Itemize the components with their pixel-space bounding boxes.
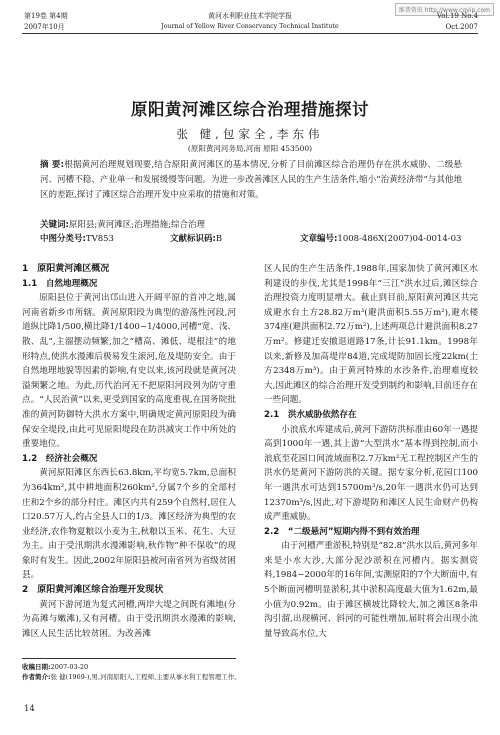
body-paragraph: 小浪底水库建成后,黄河下游防洪标准由60年一遇提高到1000年一遇,其上游“大型洪水”基本得到控制,而小浪底至花园口间流域面积2.7万km²无工程控制区产生的洪水仍是黄河下游防洪的关键。据专家分析,花园口100年一遇洪水可达到15700m³/s,20年一遇洪水仍可达到12370m³/s,因此,对下游堤防和滩区人民生命财产仍构成严重威胁。 [264,424,478,523]
section-heading: 2 原阳黄河滩区综合治理开发现状 [22,585,164,596]
body-paragraph: 黄河原阳滩区东西长63.8km,平均宽5.7km,总面积为364km²,其中耕地面积260km²,分属7个乡的全部村庄和2个乡的部分村庄。滩区内共有259个自然村,居住人口20.57万人,约占全县人口的1/3。滩区经济为典型的农业经济,农作物夏粮以小麦为主,秋粮以玉米、花生、大豆为主。由于受汛期洪水漫滩影响,秋作物“种不保收”的现象时有发生。因此,2002年原阳县被河南省列为省级贫困县。 [22,468,236,581]
body-column-right [264,262,478,641]
keywords-label: 关键词: [40,220,69,230]
header-journal-cn: 黄河水利职业技术学院学报 [208,12,292,20]
header-journal-en: Journal of Yellow River Conservancy Technical Institute [161,23,339,30]
body-paragraph: 由于河槽严重淤积,特别是“82.8”洪水以后,黄河多年来是小水大沙,大部分泥沙淤积在河槽内。据实测资料,1984~2000年的16年间,实测原阳的7个大断面中,有5个断面河槽明显淤积,其中淤积高度最大值为1.62m,最小值为0.92m。由于滩区横坡比降较大,加之滩区8条串沟引溜,出现横河、斜河的可能性增加,届时将会出现小流量导致高水位,大 [264,541,478,639]
clc-value: TV853 [85,234,114,244]
page-number: 14 [24,704,35,714]
subsection-heading: 1.1 自然地理概况 [22,278,98,289]
body-paragraph: 黄河下游河道为复式河槽,两岸大堤之间既有滩地(分为高滩与嫩滩),又有河槽。由于受汛期洪水漫滩的影响,滩区人民生活比较贫困。为改善滩 [22,599,236,639]
author-bio: 张 健(1969-),男,河南原阳人,工程师,主要从事水利工程管理工作。 [50,673,241,681]
doc-code [170,233,222,245]
subsection-heading: 1.2 经济社会概况 [22,453,98,464]
footnote-rule [22,658,236,659]
header-volume-en: Vol.19 No.4 [436,12,478,20]
received-date: 2007-03-20 [50,663,89,671]
keywords [40,218,462,232]
header-volume-cn: 第19卷 第4期 [24,12,68,20]
doc-code-label: 文献标识码: [170,234,216,244]
article-number [300,233,461,245]
paper-title: 原阳黄河滩区综合治理措施探讨 [131,100,369,119]
header-date-cn: 2007年10月 [24,23,65,31]
received-label: 收稿日期: [22,663,51,671]
body-paragraph: 区人民的生产生活条件,1988年,国家加快了黄河滩区水利建设的步伐,尤其是1998年“三江”洪水过后,滩区综合治理投资力度明显增大。截止到目前,原阳黄河滩区共完成避水台土方28.82万m³(避洪面积5.55万m²),避水楼374座(避洪面积2.72万m²),上述两项总计避洪面积8.27万m²。修建迁安撤退道路17条,计长91.1km。1998年以来,新修及加高堤岸84道,完成堤防加固长度22km(土方2348万m³)。由于黄河特殊的水沙条件,治理难度较大,因此滩区的综合治理开发受到制约和影响,目前还存在一些问题。 [264,264,478,406]
source-stamp: 维普资讯 http://www.cqvip.com [395,3,494,16]
article-number-value: 1008-486X(2007)04-0014-03 [337,234,462,244]
section-heading: 1 原阳黄河滩区概况 [22,264,110,274]
affiliation: (原阳黄河河务局,河南 原阳 453500) [187,144,313,153]
author-bio-label: 作者简介: [22,673,51,681]
abstract-label: 摘 要: [40,160,65,170]
header-date-en: Oct.2007 [445,23,478,31]
subsection-heading: 2.2 “二级悬河”短期内得不到有效治理 [264,526,420,537]
footnote-author [22,673,322,682]
body-column-left [22,262,236,641]
doc-code-value: B [215,234,223,244]
keywords-text: 原阳县;黄河滩区;治理措施;综合治理 [68,220,205,230]
clc-number [40,233,114,245]
abstract [40,158,462,203]
subsection-heading: 2.1 洪水威胁依然存在 [264,409,357,420]
abstract-text: 根据黄河治理规划现要,结合原阳黄河滩区的基本情况,分析了目前滩区综合治理仍存在洪水威胁、二级悬河、河槽不稳、产业单一和发展缓慢等问题。为进一步改善滩区人民的生产生活条件,缩小“治黄经济带”与其他地区的差距,探讨了滩区综合治理开发中应采取的措施和对策。 [40,160,462,200]
article-number-label: 文章编号: [300,234,338,244]
body-paragraph: 原阳县位于黄河出邙山进入开阔平原的首冲之地,属河南省新乡市所辖。黄河原阳段为典型的游荡性河段,河道纵比降1/500,横比降1/1400~1/4000,河槽“宽、浅、散、乱”,主溜摆动频繁,加之“槽高、滩低、堤根洼”的地形特点,使洪水漫滩后极易发生滚河,危及堤防安全。由于自然地理地貌等因素的影响,有史以来,该河段就是黄河决溢频繁之地。为此,历代治河无不把原阳河段列为防守重点。“人民治黄”以来,更受到国家的高度重视,在国务院批准的黄河防御特大洪水方案中,明确规定黄河原阳段为确保安全堤段,由此可见原阳堤段在防洪减灾工作中所处的重要地位。 [22,293,237,450]
clc-label: 中图分类号: [40,234,86,244]
authors: 张 健,包家全,李东伟 [176,127,324,141]
footnote-received [22,663,322,672]
header-rule [22,33,478,34]
